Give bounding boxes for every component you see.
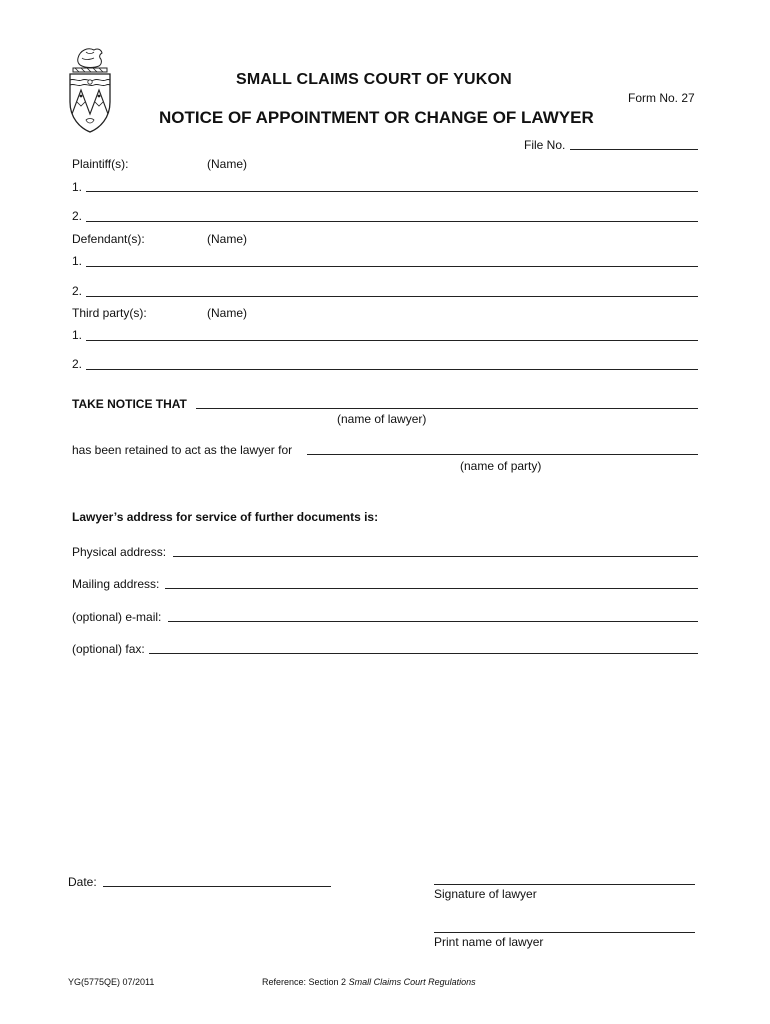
- physical-address-field[interactable]: [173, 556, 698, 557]
- yukon-coat-of-arms-icon: [64, 44, 116, 136]
- form-number: Form No. 27: [628, 91, 695, 105]
- lawyer-name-field[interactable]: [196, 408, 698, 409]
- plaintiffs-name-hint: (Name): [207, 157, 248, 171]
- third-party-2-field[interactable]: [86, 369, 698, 370]
- defendants-label: Defendant(s):: [72, 232, 145, 246]
- reference-regulations: Small Claims Court Regulations: [348, 977, 476, 987]
- date-field[interactable]: [103, 886, 331, 887]
- party-name-field[interactable]: [307, 454, 698, 455]
- name-of-lawyer-hint: (name of lawyer): [337, 412, 427, 426]
- email-label: (optional) e-mail:: [72, 610, 162, 624]
- third-parties-label: Third party(s):: [72, 306, 147, 320]
- retained-label: has been retained to act as the lawyer for: [72, 443, 293, 457]
- file-no-field[interactable]: [570, 149, 698, 150]
- mailing-address-label: Mailing address:: [72, 577, 160, 591]
- take-notice-label: TAKE NOTICE THAT: [72, 397, 187, 411]
- form-code: YG(5775QE) 07/2011: [68, 977, 155, 987]
- defendant-1-field[interactable]: [86, 266, 698, 267]
- court-title: SMALL CLAIMS COURT OF YUKON: [236, 71, 512, 88]
- file-no-label: File No.: [524, 138, 566, 152]
- plaintiffs-label: Plaintiff(s):: [72, 157, 129, 171]
- plaintiff-2-field[interactable]: [86, 221, 698, 222]
- mailing-address-field[interactable]: [165, 588, 698, 589]
- third-parties-name-hint: (Name): [207, 306, 248, 320]
- address-heading: Lawyer’s address for service of further documents is:: [72, 510, 379, 524]
- email-field[interactable]: [168, 621, 698, 622]
- reference-note: [262, 977, 476, 988]
- third-party-1-field[interactable]: [86, 340, 698, 341]
- signature-label: Signature of lawyer: [434, 887, 537, 901]
- plaintiff-1-number: 1.: [72, 180, 83, 194]
- fax-label: (optional) fax:: [72, 642, 145, 656]
- reference-prefix: Reference: Section 2: [262, 977, 349, 987]
- third-party-1-number: 1.: [72, 328, 83, 342]
- physical-address-label: Physical address:: [72, 545, 167, 559]
- plaintiff-1-field[interactable]: [86, 191, 698, 192]
- form-title: NOTICE OF APPOINTMENT OR CHANGE OF LAWYER: [159, 108, 594, 127]
- plaintiff-2-number: 2.: [72, 209, 83, 223]
- defendant-2-number: 2.: [72, 284, 83, 298]
- defendant-2-field[interactable]: [86, 296, 698, 297]
- print-name-label: Print name of lawyer: [434, 935, 544, 949]
- defendants-name-hint: (Name): [207, 232, 248, 246]
- name-of-party-hint: (name of party): [460, 459, 542, 473]
- print-name-field[interactable]: [434, 932, 695, 933]
- date-label: Date:: [68, 875, 97, 889]
- defendant-1-number: 1.: [72, 254, 83, 268]
- fax-field[interactable]: [149, 653, 698, 654]
- third-party-2-number: 2.: [72, 357, 83, 371]
- signature-field[interactable]: [434, 884, 695, 885]
